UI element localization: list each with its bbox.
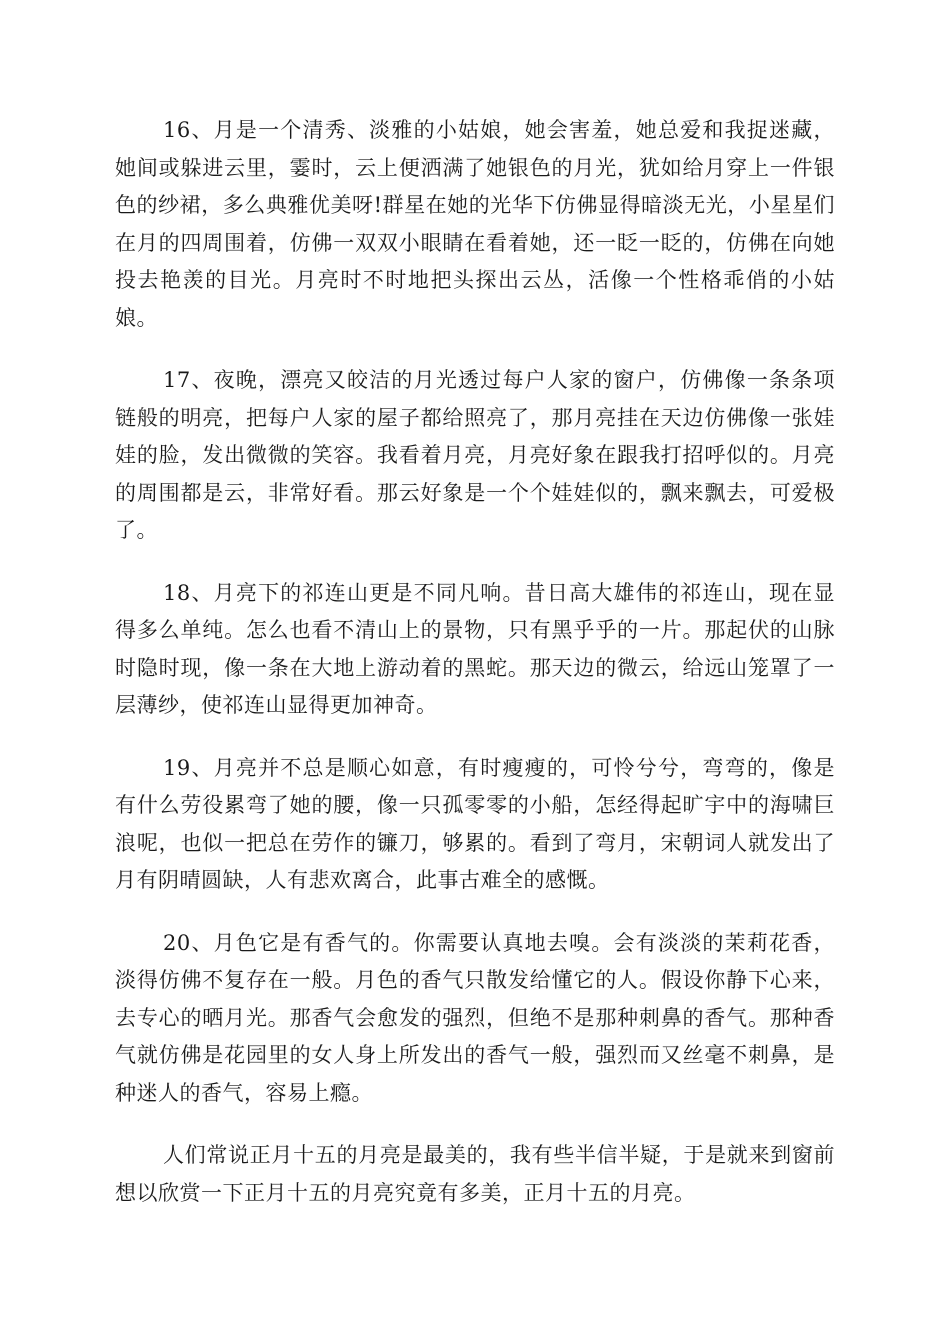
paragraph-20: 20、月色它是有香气的。你需要认真地去嗅。会有淡淡的茉莉花香，淡得仿佛不复存在一般。月色的香气只散发给懂它的人。假设你静下心来，去专心的晒月光。那香气会愈发的强烈，但绝不是那种刺鼻的香气。那种香气就仿佛是花园里的女人身上所发出的香气一般，强烈而又丝毫不刺鼻，是种迷人的香气，容易上瘾。 <box>115 930 835 1105</box>
paragraph-18: 18、月亮下的祁连山更是不同凡响。昔日高大雄伟的祁连山，现在显得多么单纯。怎么也看不清山上的景物，只有黑乎乎的一片。那起伏的山脉时隐时现，像一条在大地上游动着的黑蛇。那天边的微云，给远山笼罩了一层薄纱，使祁连山显得更加神奇。 <box>115 580 835 717</box>
paragraph-17: 17、夜晚，漂亮又皎洁的月光透过每户人家的窗户，仿佛像一条条项链般的明亮，把每户人家的屋子都给照亮了，那月亮挂在天边仿佛像一张娃娃的脸，发出微微的笑容。我看着月亮，月亮好象在跟我打招呼似的。月亮的周围都是云，非常好看。那云好象是一个个娃娃似的，飘来飘去，可爱极了。 <box>115 368 835 542</box>
paragraph-16: 16、月是一个清秀、淡雅的小姑娘，她会害羞，她总爱和我捉迷藏，她间或躲进云里，霎时，云上便洒满了她银色的月光，犹如给月穿上一件银色的纱裙，多么典雅优美呀!群星在她的光华下仿佛显得暗淡无光，小星星们在月的四周围着，仿佛一双双小眼睛在看着她，还一眨一眨的，仿佛在向她投去艳羡的目光。月亮时不时地把头探出云丛，活像一个性格乖俏的小姑娘。 <box>115 118 835 330</box>
paragraph-19: 19、月亮并不总是顺心如意，有时瘦瘦的，可怜兮兮，弯弯的，像是有什么劳役累弯了她的腰，像一只孤零零的小船，怎经得起旷宇中的海啸巨浪呢，也似一把总在劳作的镰刀，够累的。看到了弯月，宋朝词人就发出了月有阴晴圆缺，人有悲欢离合，此事古难全的感慨。 <box>115 755 835 892</box>
document-page <box>115 112 835 1237</box>
paragraph-closing: 人们常说正月十五的月亮是最美的，我有些半信半疑，于是就来到窗前想以欣赏一下正月十五的月亮究竟有多美，正月十五的月亮。 <box>115 1143 835 1205</box>
